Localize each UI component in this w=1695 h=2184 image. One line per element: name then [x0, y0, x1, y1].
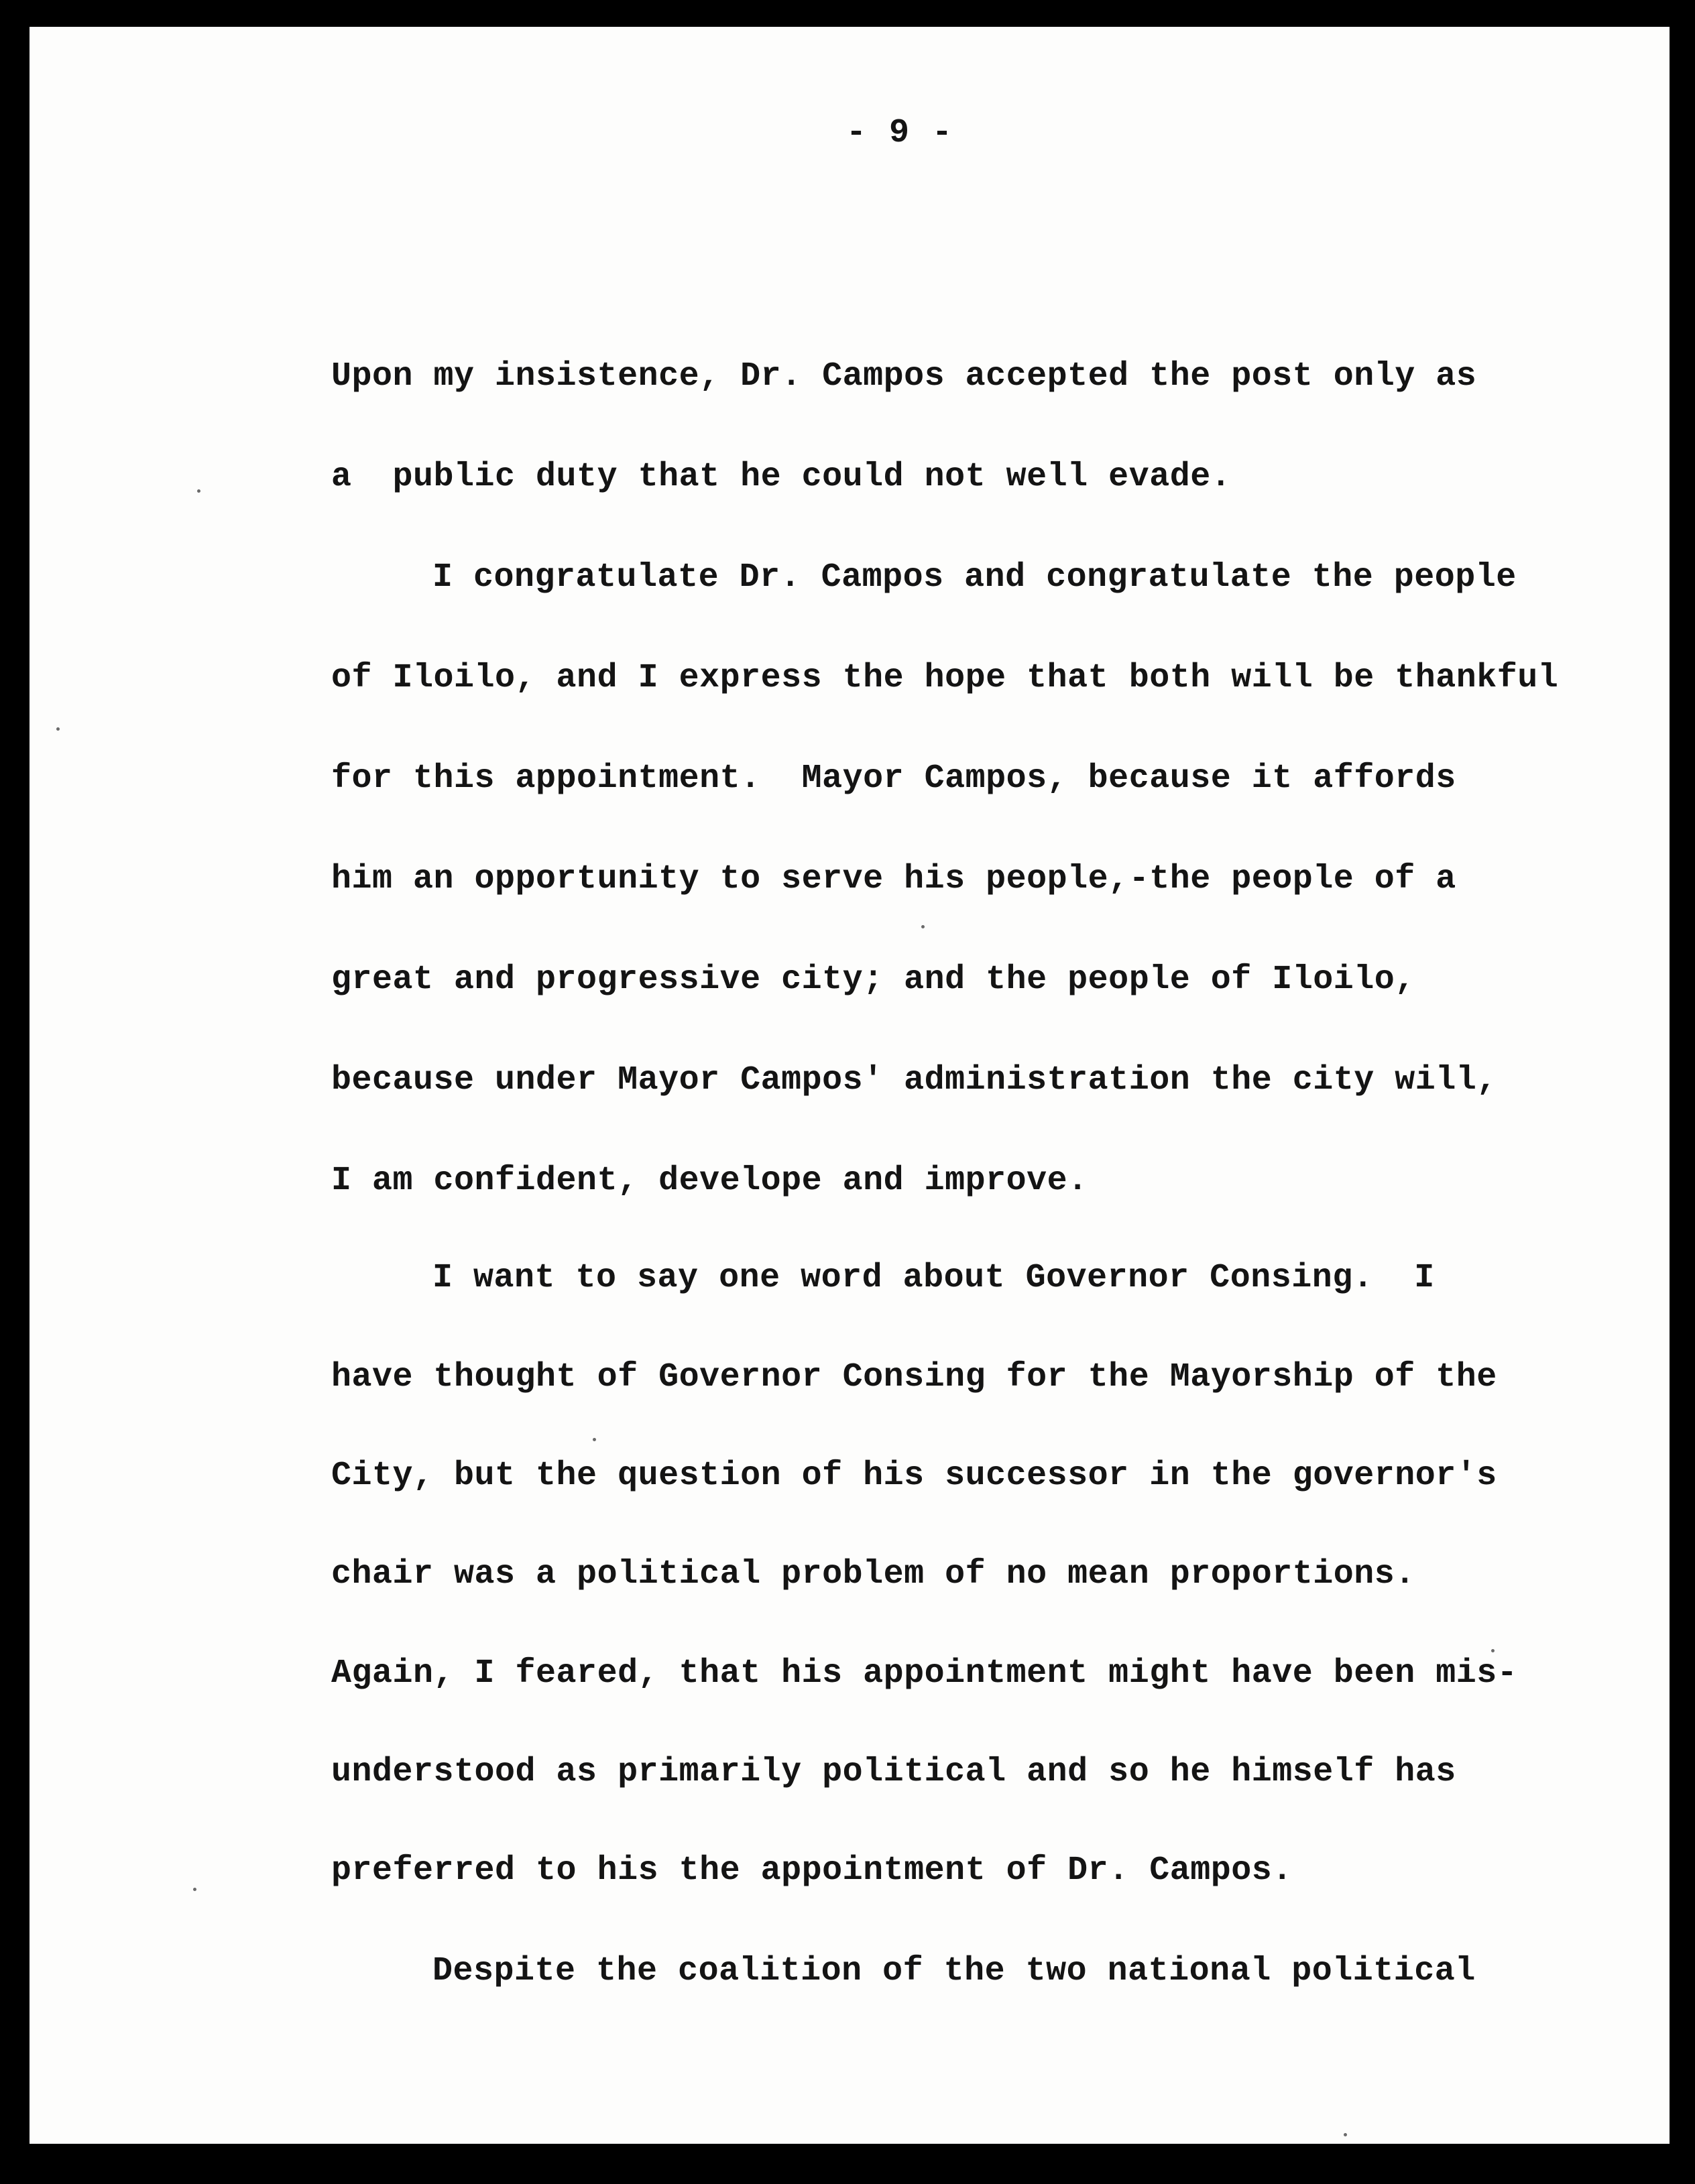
scan-speck [197, 489, 200, 493]
text-line-2: a public duty that he could not well evade. [331, 458, 1232, 496]
text-line-11: have thought of Governor Consing for the Mayorship of the [331, 1358, 1497, 1396]
text-line-15: understood as primarily political and so he himself has [331, 1753, 1456, 1791]
text-line-6: him an opportunity to serve his people,-the people of a [331, 860, 1456, 898]
text-line-9: I am confident, develope and improve. [331, 1162, 1088, 1200]
text-line-8: because under Mayor Campos' administration the city will, [331, 1061, 1497, 1099]
text-line-14: Again, I feared, that his appointment might have been mis- [331, 1654, 1518, 1693]
text-line-10: I want to say one word about Governor Consing. I [432, 1259, 1435, 1297]
text-line-17: Despite the coalition of the two national political [432, 1952, 1476, 1990]
text-line-12: City, but the question of his successor in the governor's [331, 1457, 1497, 1495]
page-number: - 9 - [846, 114, 954, 152]
scan-speck [921, 925, 925, 928]
scan-speck [1491, 1649, 1495, 1652]
text-line-4: of Iloilo, and I express the hope that both will be thankful [331, 659, 1559, 697]
text-line-13: chair was a political problem of no mean proportions. [331, 1555, 1415, 1593]
text-line-16: preferred to his the appointment of Dr. Campos. [331, 1852, 1293, 1890]
text-line-5: for this appointment. Mayor Campos, because it affords [331, 760, 1456, 798]
text-line-3: I congratulate Dr. Campos and congratulate the people [432, 558, 1517, 597]
scan-speck [56, 727, 60, 731]
scan-speck [193, 1888, 196, 1891]
scan-speck [593, 1438, 596, 1441]
text-line-7: great and progressive city; and the people of Iloilo, [331, 961, 1415, 999]
document-page [30, 27, 1670, 2144]
text-line-1: Upon my insistence, Dr. Campos accepted the post only as [331, 357, 1477, 396]
scan-speck [1344, 2133, 1347, 2136]
